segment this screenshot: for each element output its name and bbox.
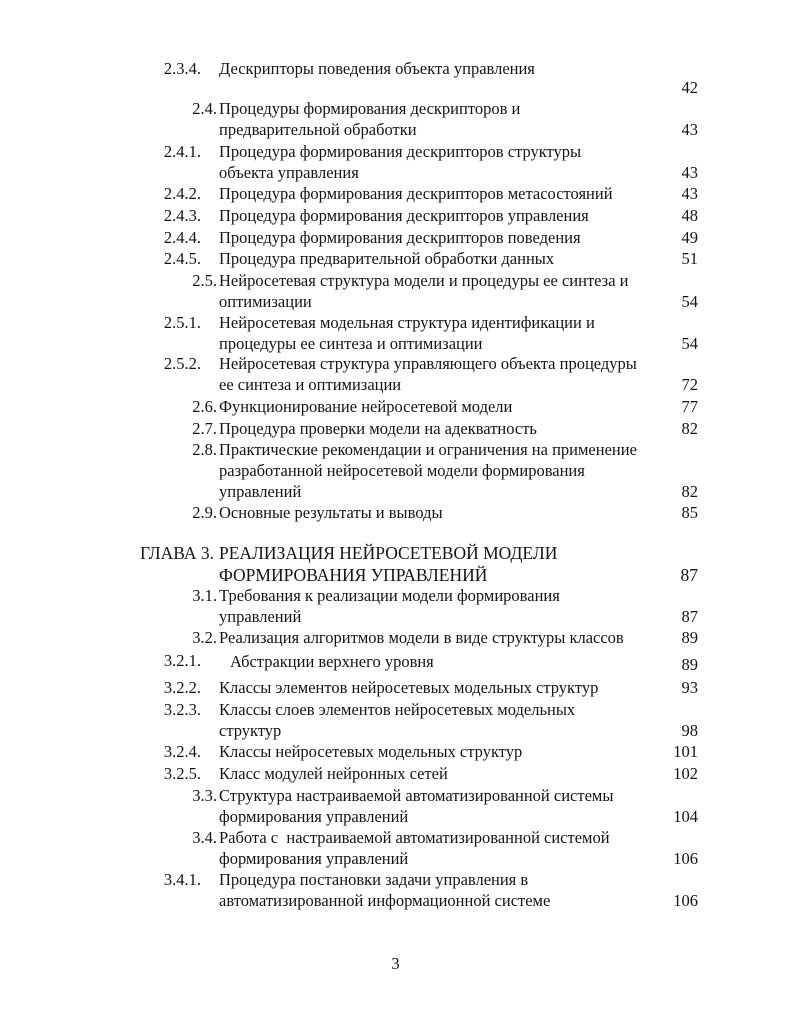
toc-page: 106 xyxy=(673,849,698,868)
toc-page: 101 xyxy=(673,742,698,761)
toc-title-line: Процедура формирования дескрипторов структуры xyxy=(219,142,582,161)
toc-title-line: Процедуры формирования дескрипторов и xyxy=(219,99,521,118)
toc-title: Классы нейросетевых модельных структур xyxy=(219,742,523,761)
toc-title-line: Процедура постановки задачи управления в xyxy=(219,870,529,889)
toc-title-line: формирования управлений xyxy=(219,849,409,868)
toc-title: Процедура формирования дескрипторов поведения xyxy=(219,228,581,247)
toc-number: 3.2.2. xyxy=(163,678,201,697)
toc-page: 82 xyxy=(681,419,698,438)
toc-number: 2.4.5. xyxy=(163,249,201,268)
toc-title: Процедура проверки модели на адекватность xyxy=(219,419,537,438)
toc-title: Классы элементов нейросетевых модельных структур xyxy=(219,678,599,697)
toc-page: 87 xyxy=(681,607,698,626)
toc-title: Класс модулей нейронных сетей xyxy=(219,764,448,783)
toc-title-line: оптимизации xyxy=(219,292,312,311)
toc-number: 2.4.3. xyxy=(163,206,201,225)
toc-number: 3.2.3. xyxy=(163,700,201,719)
toc-number: 2.3.4. xyxy=(163,59,201,78)
toc-number: 2.7. xyxy=(192,419,217,438)
toc-page: 48 xyxy=(681,206,698,225)
toc-page: 49 xyxy=(681,228,698,247)
toc-page: 43 xyxy=(681,120,698,139)
toc-page: 104 xyxy=(673,807,698,826)
toc-title: Процедура формирования дескрипторов метасостояний xyxy=(219,184,613,203)
toc-number: 3.1. xyxy=(192,586,217,605)
toc-title-line: предварительной обработки xyxy=(219,120,417,139)
toc-page: 54 xyxy=(681,292,698,311)
toc-number: 2.5. xyxy=(192,271,217,290)
toc-number: 2.4. xyxy=(192,99,217,118)
chapter-title-line: РЕАЛИЗАЦИЯ НЕЙРОСЕТЕВОЙ МОДЕЛИ xyxy=(219,543,558,563)
toc-title-line: Нейросетевая модельная структура идентификации и xyxy=(219,313,595,332)
toc-number: 2.4.2. xyxy=(163,184,201,203)
toc-title-line: управлений xyxy=(219,607,302,626)
toc-page: 106 xyxy=(673,891,698,910)
toc-title: Процедура предварительной обработки данных xyxy=(219,249,555,268)
toc-number: 3.2.4. xyxy=(163,742,201,761)
toc-number: 3.4. xyxy=(192,828,217,847)
toc-page: 93 xyxy=(681,678,698,697)
toc-title-line: Практические рекомендации и ограничения на применение xyxy=(219,440,637,459)
toc-number: 3.2.5. xyxy=(163,764,201,783)
toc-page: 43 xyxy=(681,184,698,203)
toc-title-line: Требования к реализации модели формирования xyxy=(219,586,560,605)
toc-page: 89 xyxy=(681,628,698,647)
toc-number: 2.5.1. xyxy=(163,313,201,332)
toc-title: Реализация алгоритмов модели в виде структуры классов xyxy=(219,628,624,647)
toc-page: 77 xyxy=(681,397,698,416)
toc-page: 51 xyxy=(681,249,698,268)
toc-number: 2.9. xyxy=(192,503,217,522)
toc-title-line: управлений xyxy=(219,482,302,501)
toc-title-line: разработанной нейросетевой модели формирования xyxy=(219,461,585,480)
toc-title-line: Структура настраиваемой автоматизированной системы xyxy=(219,786,614,805)
toc-page: 102 xyxy=(673,764,698,783)
chapter-page: 87 xyxy=(680,565,698,585)
toc-number: 3.2.1. xyxy=(163,651,201,670)
toc-title: Основные результаты и выводы xyxy=(219,503,443,522)
toc-page: 54 xyxy=(681,334,698,353)
chapter-label: ГЛАВА 3. xyxy=(140,543,215,563)
toc-title-line: ее синтеза и оптимизации xyxy=(219,375,402,394)
toc-title-line: формирования управлений xyxy=(219,807,409,826)
page-number: 3 xyxy=(391,954,400,973)
toc-page: 42 xyxy=(681,78,698,97)
toc-number: 3.2. xyxy=(192,628,217,647)
toc-title: Абстракции верхнего уровня xyxy=(230,652,434,671)
toc-title-line: структур xyxy=(219,721,282,740)
toc-title: Дескрипторы поведения объекта управления xyxy=(219,59,535,78)
toc-number: 2.8. xyxy=(192,440,217,459)
toc-number: 2.6. xyxy=(192,397,217,416)
toc-title: Функционирование нейросетевой модели xyxy=(219,397,513,416)
toc-title-line: Нейросетевая структура управляющего объекта процедуры xyxy=(219,354,637,373)
toc-number: 2.5.2. xyxy=(163,354,201,373)
toc-page: 82 xyxy=(681,482,698,501)
toc-title-line: Нейросетевая структура модели и процедуры ее синтеза и xyxy=(219,271,629,290)
toc-number: 2.4.4. xyxy=(163,228,201,247)
toc-title-line: Работа с настраиваемой автоматизированной системой xyxy=(219,828,610,847)
toc-title-line: процедуры ее синтеза и оптимизации xyxy=(219,334,483,353)
toc-page: 85 xyxy=(681,503,698,522)
toc-number: 3.3. xyxy=(192,786,217,805)
chapter-title-line: ФОРМИРОВАНИЯ УПРАВЛЕНИЙ xyxy=(219,565,488,585)
toc-title-line: объекта управления xyxy=(219,163,359,182)
toc-title-line: Классы слоев элементов нейросетевых модельных xyxy=(219,700,576,719)
toc-page: 72 xyxy=(681,375,698,394)
toc-number: 2.4.1. xyxy=(163,142,201,161)
toc-page: 43 xyxy=(681,163,698,182)
toc-page: 89 xyxy=(681,655,698,674)
toc-number: 3.4.1. xyxy=(163,870,201,889)
toc-page: 98 xyxy=(681,721,698,740)
toc-title-line: автоматизированной информационной системе xyxy=(219,891,551,910)
toc-title: Процедура формирования дескрипторов управления xyxy=(219,206,589,225)
